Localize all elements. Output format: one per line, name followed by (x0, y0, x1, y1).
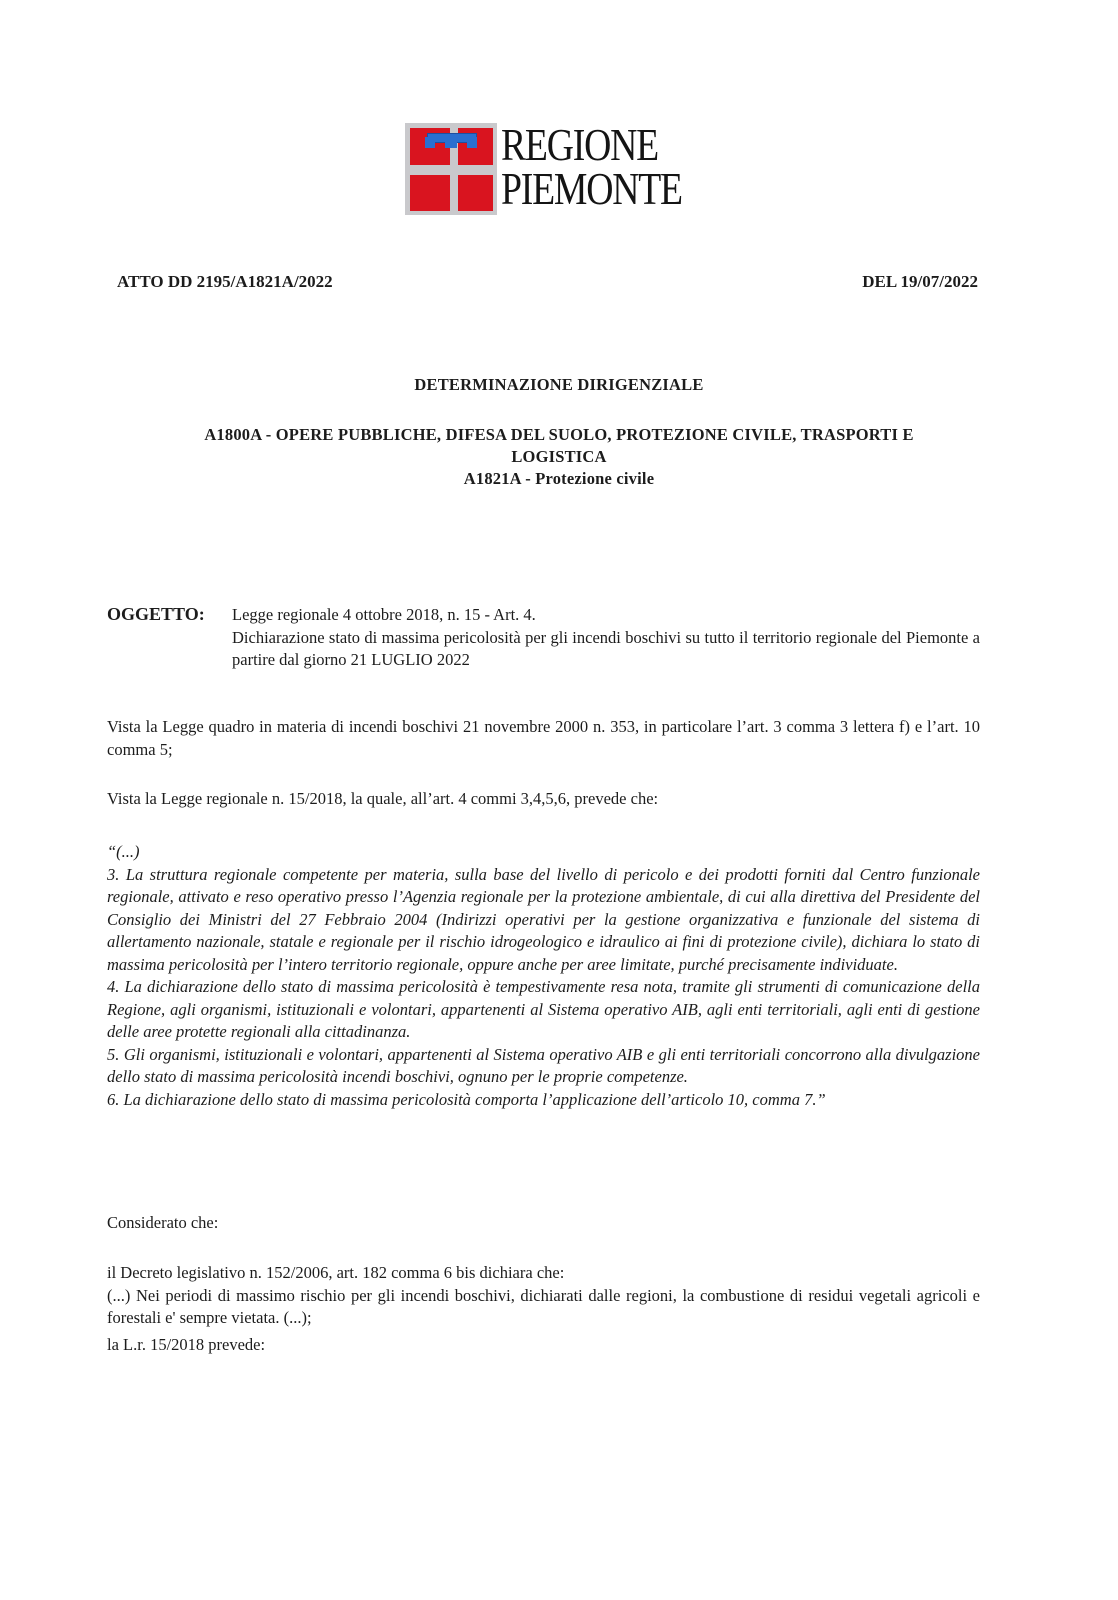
quote-comma-5: 5. Gli organismi, istituzionali e volontari, appartenenti al Sistema operativo AIB e gli enti territoriali concorrono alla divulgazione dello stato di massima pericolosità incendi boschivi, ognuno per le proprie competenze. (107, 1044, 980, 1086)
quote-open: “(...) (107, 842, 140, 861)
subject-line-2: Dichiarazione stato di massima pericolosità per gli incendi boschivi su tutto il territorio regionale del Piemonte a partire dal giorno 21 LUGLIO 2022 (232, 627, 980, 669)
logo-line-1: REGIONE (501, 119, 658, 170)
regione-piemonte-logo (405, 119, 695, 215)
subject-label: OGGETTO: (107, 604, 205, 624)
paragraph-lr (107, 1334, 980, 1357)
subject-line-1: Legge regionale 4 ottobre 2018, n. 15 - Art. 4. (232, 605, 536, 624)
document-type: DETERMINAZIONE DIRIGENZIALE (414, 375, 704, 394)
quoted-law-block (107, 841, 980, 1111)
decreto-line-1: il Decreto legislativo n. 152/2006, art. 182 comma 6 bis dichiara che: (107, 1263, 565, 1282)
paragraph-vista-2 (107, 788, 980, 811)
paragraph-vista-1 (107, 716, 980, 761)
act-number: ATTO DD 2195/A1821A/2022 (117, 272, 333, 291)
vista-1-text: Vista la Legge quadro in materia di incendi boschivi 21 novembre 2000 n. 353, in particolare l’art. 3 comma 3 lettera f) e l’art. 10 comma 5; (107, 717, 980, 759)
logo-wordmark (501, 119, 682, 214)
sector-name: A1821A - Protezione civile (463, 469, 655, 488)
paragraph-considerato (107, 1212, 980, 1235)
vista-2-text: Vista la Legge regionale n. 15/2018, la quale, all’art. 4 commi 3,4,5,6, prevede che: (107, 789, 659, 808)
direction-line-2: LOGISTICA (511, 447, 607, 466)
quote-comma-4: 4. La dichiarazione dello stato di massima pericolosità è tempestivamente resa nota, tramite gli strumenti di comunicazione della Regione, agli organismi, istituzionali e volontari, appartenenti al Sistema operativo AIB, agli enti territoriali, agli enti di gestione delle aree protette regionali alla cittadinanza. (107, 977, 980, 1041)
direction-block (100, 424, 1018, 490)
piemonte-cross-emblem-icon (405, 123, 497, 215)
quote-comma-6: 6. La dichiarazione dello stato di massima pericolosità comporta l’applicazione dell’articolo 10, comma 7.” (107, 1089, 826, 1109)
decreto-line-2: (...) Nei periodi di massimo rischio per gli incendi boschivi, dichiarati dalle regioni, la combustione di residui vegetali agricoli e forestali e' sempre vietata. (...); (107, 1285, 980, 1327)
considerato-text: Considerato che: (107, 1213, 219, 1232)
logo-line-2: PIEMONTE (501, 163, 682, 214)
lr-text: la L.r. 15/2018 prevede: (107, 1335, 266, 1354)
quote-comma-3: 3. La struttura regionale competente per materia, sulla base del livello di pericolo e dei prodotti forniti dal Centro funzionale regionale, attivato e reso operativo presso l’Agenzia regionale per la protezione ambientale, di cui alla direttiva del Presidente del Consiglio dei Ministri del 27 Febbraio 2004 (Indirizzi operativi per la gestione organizzativa e funzionale del sistema di allertamento nazionale, statale e regionale per il rischio idrogeologico e idraulico ai fini di protezione civile), dichiara lo stato di massima pericolosità per l’intero territorio regionale, oppure anche per aree limitate, purché precisamente individuate. (107, 864, 980, 974)
act-date: DEL 19/07/2022 (862, 272, 978, 291)
direction-line-1: A1800A - OPERE PUBBLICHE, DIFESA DEL SUOLO, PROTEZIONE CIVILE, TRASPORTI E (204, 425, 914, 444)
paragraph-decreto (107, 1262, 980, 1330)
subject-text (232, 604, 980, 672)
